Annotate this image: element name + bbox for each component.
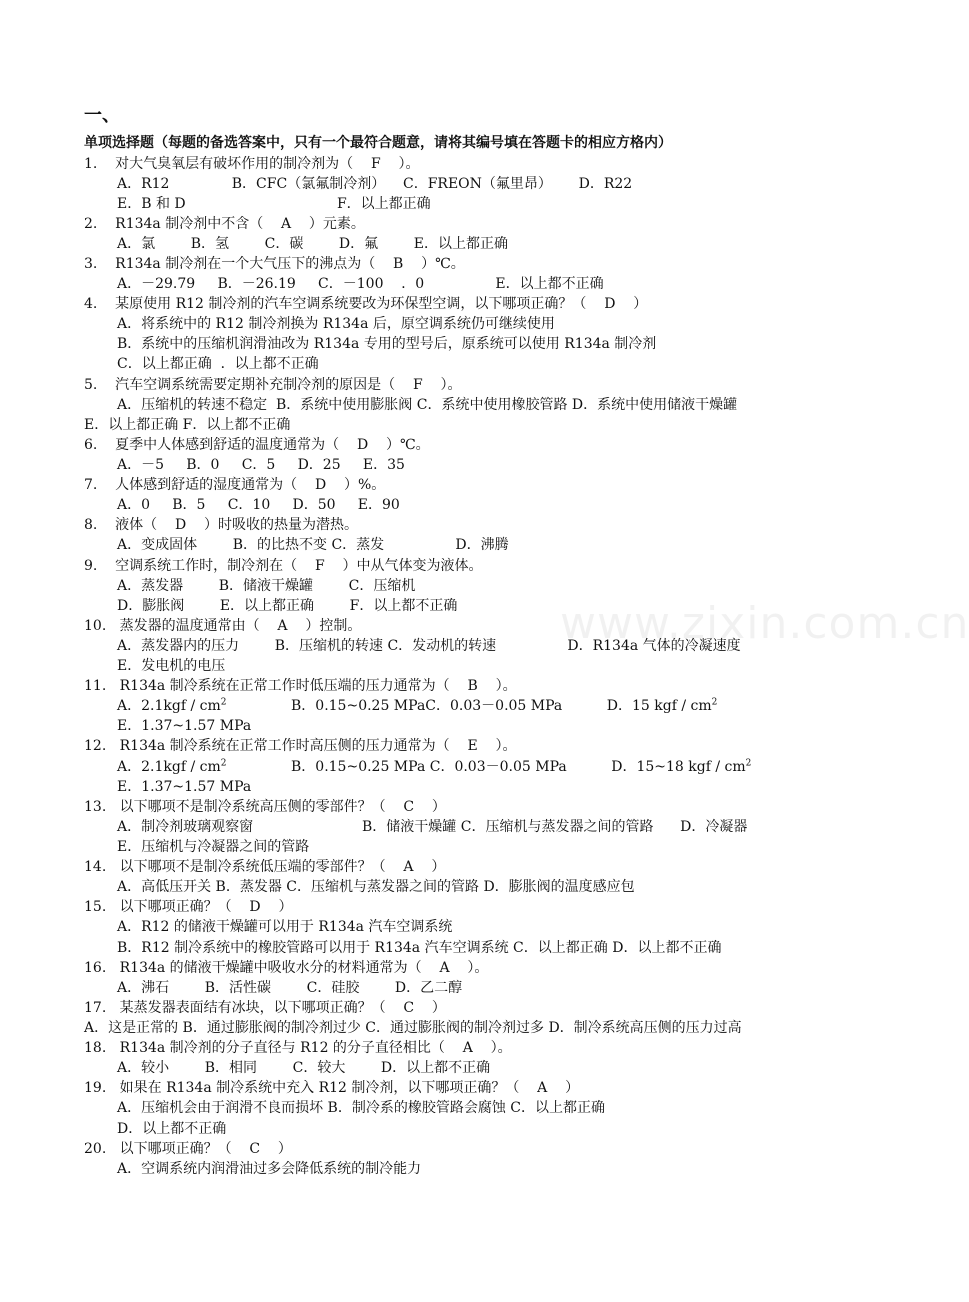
option-line: B．系统中的压缩机润滑油改为 R134a 专用的型号后，原系统可以使用 R134a 制冷剂 [117, 336, 657, 352]
option-line: A．R12 B．CFC（氯氟制冷剂） C．FREON（氟里昂） D．R22 [117, 176, 633, 192]
question-19: 19. 如果在 R134a 制冷系统中充入 R12 制冷剂，以下哪项正确？（ A ） [84, 1080, 580, 1096]
option-line: A．－29.79 B．－26.19 C．－100 ．0 E．以上都不正确 [117, 276, 604, 292]
question-11: 11. R134a 制冷系统在正常工作时低压端的压力通常为（ B ）。 [84, 678, 517, 694]
option-line: A．压缩机的转速不稳定 B．系统中使用膨胀阀 C．系统中使用橡胶管路 D．系统中使用储液干燥罐 [117, 397, 738, 413]
option-line: E．B 和 D F．以上都正确 [117, 196, 431, 212]
section-number: 一、 [84, 105, 120, 126]
question-13: 13. 以下哪项不是制冷系统高压侧的零部件？（ C ） [84, 799, 446, 815]
option-line: A．氯 B．氢 C．碳 D．氟 E．以上都正确 [117, 236, 508, 252]
question-18: 18. R134a 制冷剂的分子直径与 R12 的分子直径相比（ A ）。 [84, 1040, 512, 1056]
option-line: A．制冷剂玻璃观察窗 [117, 819, 254, 835]
option-line: A．沸石 B．活性碳 C．硅胶 D．乙二醇 [117, 980, 463, 996]
question-7: 7. 人体感到舒适的湿度通常为（ D ）%。 [84, 477, 386, 493]
option-line: B．0.15~0.25 MPaC．0.03－0.05 MPa D．15 kgf / $cm^2$ [291, 697, 718, 714]
option-line: E．压缩机与冷凝器之间的管路 [117, 839, 310, 855]
option-line: A．将系统中的 R12 制冷剂换为 R134a 后，原空调系统仍可继续使用 [117, 316, 555, 332]
question-16: 16. R134a 的储液干燥罐中吸收水分的材料通常为（ A ）。 [84, 960, 489, 976]
question-6: 6. 夏季中人体感到舒适的温度通常为（ D ）℃。 [84, 437, 430, 453]
question-15: 15. 以下哪项正确？（ D ） [84, 899, 293, 915]
option-line: E．1.37~1.57 MPa [117, 779, 252, 795]
question-8: 8. 液体（ D ）时吸收的热量为潜热。 [84, 517, 358, 533]
option-line: A．0 B．5 C．10 D．50 E．90 [117, 497, 400, 513]
option-line: E．1.37~1.57 MPa [117, 718, 252, 734]
option-line: A．较小 B．相同 C．较大 D．以上都不正确 [117, 1060, 491, 1076]
option-line: A．蒸发器内的压力 B．压缩机的转速 C．发动机的转速 D．R134a 气体的冷凝速度 [117, 638, 741, 654]
question-17: 17. 某蒸发器表面结有冰块，以下哪项正确？（ C ） [84, 1000, 446, 1016]
option-line: A．－5 B．0 C．5 D．25 E．35 [117, 457, 405, 473]
question-12: 12. R134a 制冷系统在正常工作时高压侧的压力通常为（ E ）。 [84, 738, 517, 754]
option-line: E．发电机的电压 [117, 658, 226, 674]
option-line: A．空调系统内润滑油过多会降低系统的制冷能力 [117, 1161, 422, 1177]
question-20: 20. 以下哪项正确？（ C ） [84, 1141, 292, 1157]
option-line: B．储液干燥罐 C．压缩机与蒸发器之间的管路 D．冷凝器 [362, 819, 748, 835]
option-line: D．膨胀阀 E．以上都正确 F．以上都不正确 [117, 598, 458, 614]
option-line: D．以上都不正确 [117, 1121, 227, 1137]
question-3: 3. R134a 制冷剂在一个大气压下的沸点为（ B ）℃。 [84, 256, 465, 272]
question-4: 4. 某原使用 R12 制冷剂的汽车空调系统要改为环保型空调，以下哪项正确？（ D ） [84, 296, 648, 312]
option-line: C．以上都正确 ．以上都不正确 [117, 356, 319, 372]
question-14: 14. 以下哪项不是制冷系统低压端的零部件？（ A ） [84, 859, 446, 875]
option-line: A．变成固体 B．的比热不变 C．蒸发 D．沸腾 [117, 537, 509, 553]
question-10: 10. 蒸发器的温度通常由（ A ）控制。 [84, 618, 362, 634]
option-line: E．以上都正确 F．以上都不正确 [84, 417, 291, 433]
question-9: 9. 空调系统工作时，制冷剂在（ F ）中从气体变为液体。 [84, 558, 483, 574]
question-2: 2. R134a 制冷剂中不含（ A ）元素。 [84, 216, 365, 232]
option-line: A．R12 的储液干燥罐可以用于 R134a 汽车空调系统 [117, 919, 453, 935]
option-line: B．0.15~0.25 MPa C．0.03－0.05 MPa D．15~18 kgf / $cm^2$ [291, 758, 752, 775]
option-line: A．$2.1kgf / cm^2$ [117, 758, 227, 775]
watermark: www.zixin.com.cn [560, 598, 969, 649]
option-line: A．这是正常的 B．通过膨胀阀的制冷剂过少 C．通过膨胀阀的制冷剂过多 D．制冷系统高压侧的压力过高 [84, 1020, 742, 1036]
option-line: B．R12 制冷系统中的橡胶管路可以用于 R134a 汽车空调系统 C．以上都正确 D．以上都不正确 [117, 940, 722, 956]
option-line: A．$2.1kgf / cm^2$ [117, 697, 227, 714]
option-line: A．蒸发器 B．储液干燥罐 C．压缩机 [117, 578, 416, 594]
question-5: 5. 汽车空调系统需要定期补充制冷剂的原因是（ F ）。 [84, 377, 462, 393]
option-line: A．高低压开关 B．蒸发器 C．压缩机与蒸发器之间的管路 D．膨胀阀的温度感应包 [117, 879, 635, 895]
question-1: 1. 对大气臭氧层有破坏作用的制冷剂为（ F ）。 [84, 156, 420, 172]
option-line: A．压缩机会由于润滑不良而损坏 B．制冷系的橡胶管路会腐蚀 C．以上都正确 [117, 1100, 606, 1116]
section-heading: 单项选择题（每题的备选答案中，只有一个最符合题意，请将其编号填在答题卡的相应方格内） [84, 135, 672, 151]
